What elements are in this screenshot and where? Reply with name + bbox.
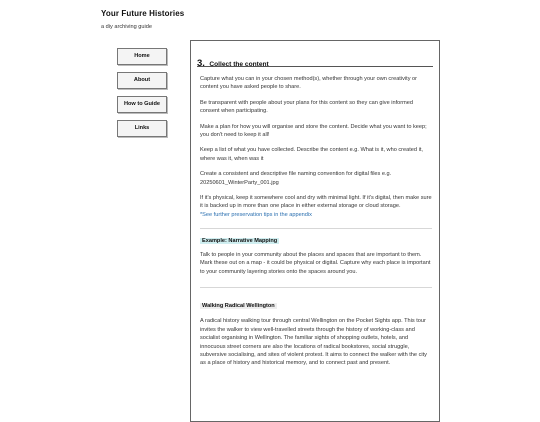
appendix-tip-link[interactable]: *See further preservation tips in the appendix (200, 211, 312, 218)
nav-about-button[interactable]: About (117, 72, 167, 89)
paragraph-consent: Be transparent with people about your plans for this content so they can give informed consent when participating. (200, 99, 413, 115)
paragraph-capture: Capture what you can in your chosen method(s), whether through your own creativity or content you have asked people to share. (200, 76, 418, 91)
section-body (200, 75, 432, 368)
paragraph-plan: Make a plan for how you will organise and store the content. Decide what you want to keep; you don't need to keep it all! (200, 123, 427, 139)
example-label: Example: Narrative Mapping (202, 238, 278, 245)
section-number: 3. (197, 58, 205, 69)
nav-home-button[interactable]: Home (117, 48, 167, 65)
heading-divider (197, 66, 433, 67)
nav-how-to-guide-button[interactable]: How to Guide (117, 96, 167, 113)
nav-links-button[interactable]: Links (117, 120, 167, 137)
paragraph-list: Keep a list of what you have collected. Describe the content e.g. What is it, who created it, where was it, when was it (200, 147, 423, 162)
paragraph-storage: If it's physical, keep it somewhere cool and dry with minimal light. If it's digital, then make sure it is backed up in more than one place in either external storage or cloud storage. (200, 195, 432, 210)
paragraph-naming: Create a consistent and descriptive file naming convention for digital files e.g. 20250601_WinterParty_001.jpg (200, 171, 392, 186)
section-title: Collect the content (209, 61, 269, 68)
example-text: Talk to people in your community about the places and spaces that are important to them. Mark these out on a map - it could be physical or digital. Capture why each place is important to your community layering stories onto the spaces around you. (200, 251, 431, 275)
walk-label: Walking Radical Wellington (202, 302, 275, 309)
site-title: Your Future Histories (101, 9, 185, 18)
content-panel (190, 40, 440, 422)
site-tagline: a diy archiving guide (101, 24, 152, 30)
divider (200, 287, 432, 288)
walk-text: A radical history walking tour through central Wellington on the Pocket Sights app. This tour invites the walker to view well-travelled streets through the history of working-class and socialist organising in Wellington. The familiar sights of shopping outlets, hotels, and innocuous street corners are also the locations of radical bookstores, social struggle, subversive socialising, and sites of violent protest. It aims to connect the walker with the city as a place of history and historical memory, and to connect past and present. (200, 318, 427, 367)
divider (200, 228, 432, 229)
section-heading (197, 53, 269, 71)
side-navigation (117, 48, 167, 144)
